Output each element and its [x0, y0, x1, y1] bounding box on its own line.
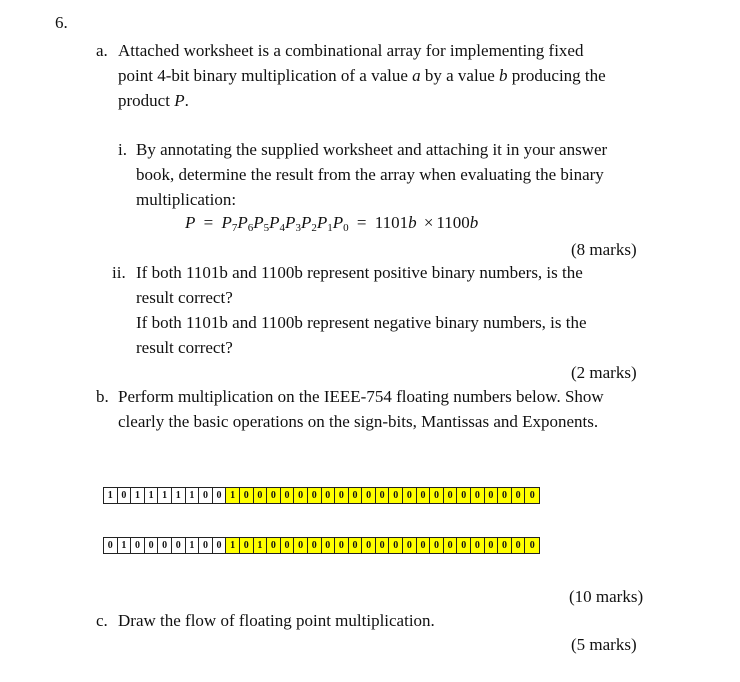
float1-bit-29: 0 — [498, 488, 512, 503]
float1-bit-6: 1 — [186, 488, 200, 503]
float1-bit-20: 0 — [376, 488, 390, 503]
float1-bit-24: 0 — [430, 488, 444, 503]
eq-sub-4: 4 — [279, 222, 286, 234]
part-b-line-1: Perform multiplication on the IEEE-754 floating numbers below. Show — [118, 387, 604, 406]
part-a-i-line-1: By annotating the supplied worksheet and attaching it in your answer — [136, 140, 608, 159]
eq-p5: P — [253, 213, 264, 232]
float1-bit-4: 1 — [158, 488, 172, 503]
float1-bit-8: 0 — [213, 488, 227, 503]
part-b-marks: (10 marks) — [569, 587, 644, 606]
float1-bit-25: 0 — [444, 488, 458, 503]
eq-lhs: P — [185, 213, 196, 232]
part-a-ii-label: ii. — [112, 263, 126, 282]
eq-sub-2: 2 — [311, 222, 317, 234]
var-a: a — [412, 66, 421, 85]
float2-bit-13: 0 — [281, 538, 295, 553]
eq-sub-1: 1 — [327, 222, 333, 234]
float2-bit-1: 1 — [118, 538, 132, 553]
float1-bit-30: 0 — [512, 488, 526, 503]
eq-sub-5: 5 — [263, 222, 270, 234]
eq-sub-7: 7 — [231, 222, 238, 234]
float1-bit-5: 1 — [172, 488, 186, 503]
var-p: P — [174, 91, 185, 110]
float1-bit-23: 0 — [417, 488, 431, 503]
float1-bit-9: 1 — [226, 488, 240, 503]
float2-bit-25: 0 — [444, 538, 458, 553]
float2-bit-10: 0 — [240, 538, 254, 553]
part-b-label: b. — [96, 387, 109, 406]
eq-p2: P — [300, 213, 312, 232]
part-a-i-label: i. — [118, 140, 127, 159]
eq-p3: P — [285, 213, 296, 232]
float1-bit-18: 0 — [349, 488, 363, 503]
eq-equals-2: = — [356, 213, 367, 232]
float2-bit-12: 0 — [267, 538, 281, 553]
part-a-line-2-text: point 4-bit binary multiplication of a value — [118, 66, 408, 85]
float2-bit-6: 1 — [186, 538, 200, 553]
float2-bit-4: 0 — [158, 538, 172, 553]
float1-bit-10: 0 — [240, 488, 254, 503]
float2-bit-15: 0 — [308, 538, 322, 553]
float2-bit-14: 0 — [294, 538, 308, 553]
part-a-line-1: Attached worksheet is a combinational array for implementing fixed — [118, 41, 584, 60]
part-c-label: c. — [96, 611, 108, 630]
float1-bit-31: 0 — [525, 488, 539, 503]
part-a-ii-line-4: result correct? — [136, 338, 233, 357]
var-b: b — [499, 66, 508, 85]
part-a-mid1: by a value — [420, 66, 499, 85]
float1-bit-22: 0 — [403, 488, 417, 503]
eq-sub-6: 6 — [247, 222, 254, 234]
eq-p7: P — [221, 213, 232, 232]
float1-bit-13: 0 — [281, 488, 295, 503]
float1-bit-15: 0 — [308, 488, 322, 503]
part-a-line-3-text: product — [118, 91, 170, 110]
float2-bit-8: 0 — [213, 538, 227, 553]
float1-bit-27: 0 — [471, 488, 485, 503]
float2-bit-0: 0 — [104, 538, 118, 553]
eq-p6: P — [237, 213, 248, 232]
float1-bit-21: 0 — [389, 488, 403, 503]
part-a-i-line-2: book, determine the result from the array when evaluating the binary — [136, 165, 604, 184]
eq-sub-3: 3 — [295, 222, 301, 234]
float2-bit-28: 0 — [485, 538, 499, 553]
float1-bit-1: 0 — [118, 488, 132, 503]
float2-bit-26: 0 — [457, 538, 471, 553]
eq-rhs-b2: b — [469, 213, 479, 232]
float2-bit-5: 0 — [172, 538, 186, 553]
float2-bit-23: 0 — [417, 538, 431, 553]
part-a-ii-line-2: result correct? — [136, 288, 233, 307]
float2-bit-19: 0 — [362, 538, 376, 553]
float2-bit-16: 0 — [322, 538, 336, 553]
part-a-ii-line-3: If both 1101b and 1100b represent negative binary numbers, is the — [136, 313, 587, 332]
float1-bit-11: 0 — [254, 488, 268, 503]
part-c-marks: (5 marks) — [571, 635, 637, 654]
eq-p0: P — [332, 213, 344, 232]
part-a-i-marks: (8 marks) — [571, 240, 637, 259]
question-number: 6. — [55, 13, 68, 32]
float1-bit-2: 1 — [131, 488, 145, 503]
float2-bit-29: 0 — [498, 538, 512, 553]
float1-bits — [103, 487, 540, 504]
eq-p1: P — [316, 213, 328, 232]
eq-rhs-1: 1101 — [374, 213, 409, 232]
float2-bit-27: 0 — [471, 538, 485, 553]
float2-bit-30: 0 — [512, 538, 526, 553]
float2-bit-3: 0 — [145, 538, 159, 553]
float2-bit-7: 0 — [199, 538, 213, 553]
float2-bit-11: 1 — [254, 538, 268, 553]
float1-bit-3: 1 — [145, 488, 159, 503]
float1-bit-0: 1 — [104, 488, 118, 503]
float1-bit-17: 0 — [335, 488, 349, 503]
float2-bit-31: 0 — [525, 538, 539, 553]
part-a-label: a. — [96, 41, 108, 60]
eq-times: × — [423, 213, 434, 232]
part-a-i-line-3: multiplication: — [136, 190, 237, 209]
eq-sub-0: 0 — [343, 222, 349, 234]
part-a-line-2 — [118, 63, 606, 88]
part-a-end: . — [184, 91, 189, 110]
part-a-ii-line-1: If both 1101b and 1100b represent positive binary numbers, is the — [136, 263, 583, 282]
float2-bit-20: 0 — [376, 538, 390, 553]
eq-rhs-b1: b — [408, 213, 417, 232]
float1-bit-14: 0 — [294, 488, 308, 503]
eq-rhs-2: 1100 — [436, 213, 470, 232]
equation — [185, 212, 478, 239]
part-c-text: Draw the flow of floating point multiplication. — [118, 611, 435, 630]
float1-bit-19: 0 — [362, 488, 376, 503]
float2-bit-24: 0 — [430, 538, 444, 553]
float1-bit-12: 0 — [267, 488, 281, 503]
eq-equals: = — [203, 213, 214, 232]
float2-bit-22: 0 — [403, 538, 417, 553]
float1-bit-26: 0 — [457, 488, 471, 503]
part-a-ii-marks: (2 marks) — [571, 363, 637, 382]
part-b-line-2: clearly the basic operations on the sign-bits, Mantissas and Exponents. — [118, 412, 599, 431]
float1-bit-28: 0 — [485, 488, 499, 503]
float2-bit-21: 0 — [389, 538, 403, 553]
part-a-line-3 — [118, 88, 189, 113]
float1-bit-7: 0 — [199, 488, 213, 503]
part-a-mid2: producing the — [507, 66, 606, 85]
eq-p4: P — [269, 213, 280, 232]
float2-bit-9: 1 — [226, 538, 240, 553]
float2-bit-17: 0 — [335, 538, 349, 553]
float2-bits — [103, 537, 540, 554]
float2-bit-18: 0 — [349, 538, 363, 553]
float1-bit-16: 0 — [322, 488, 336, 503]
float2-bit-2: 0 — [131, 538, 145, 553]
